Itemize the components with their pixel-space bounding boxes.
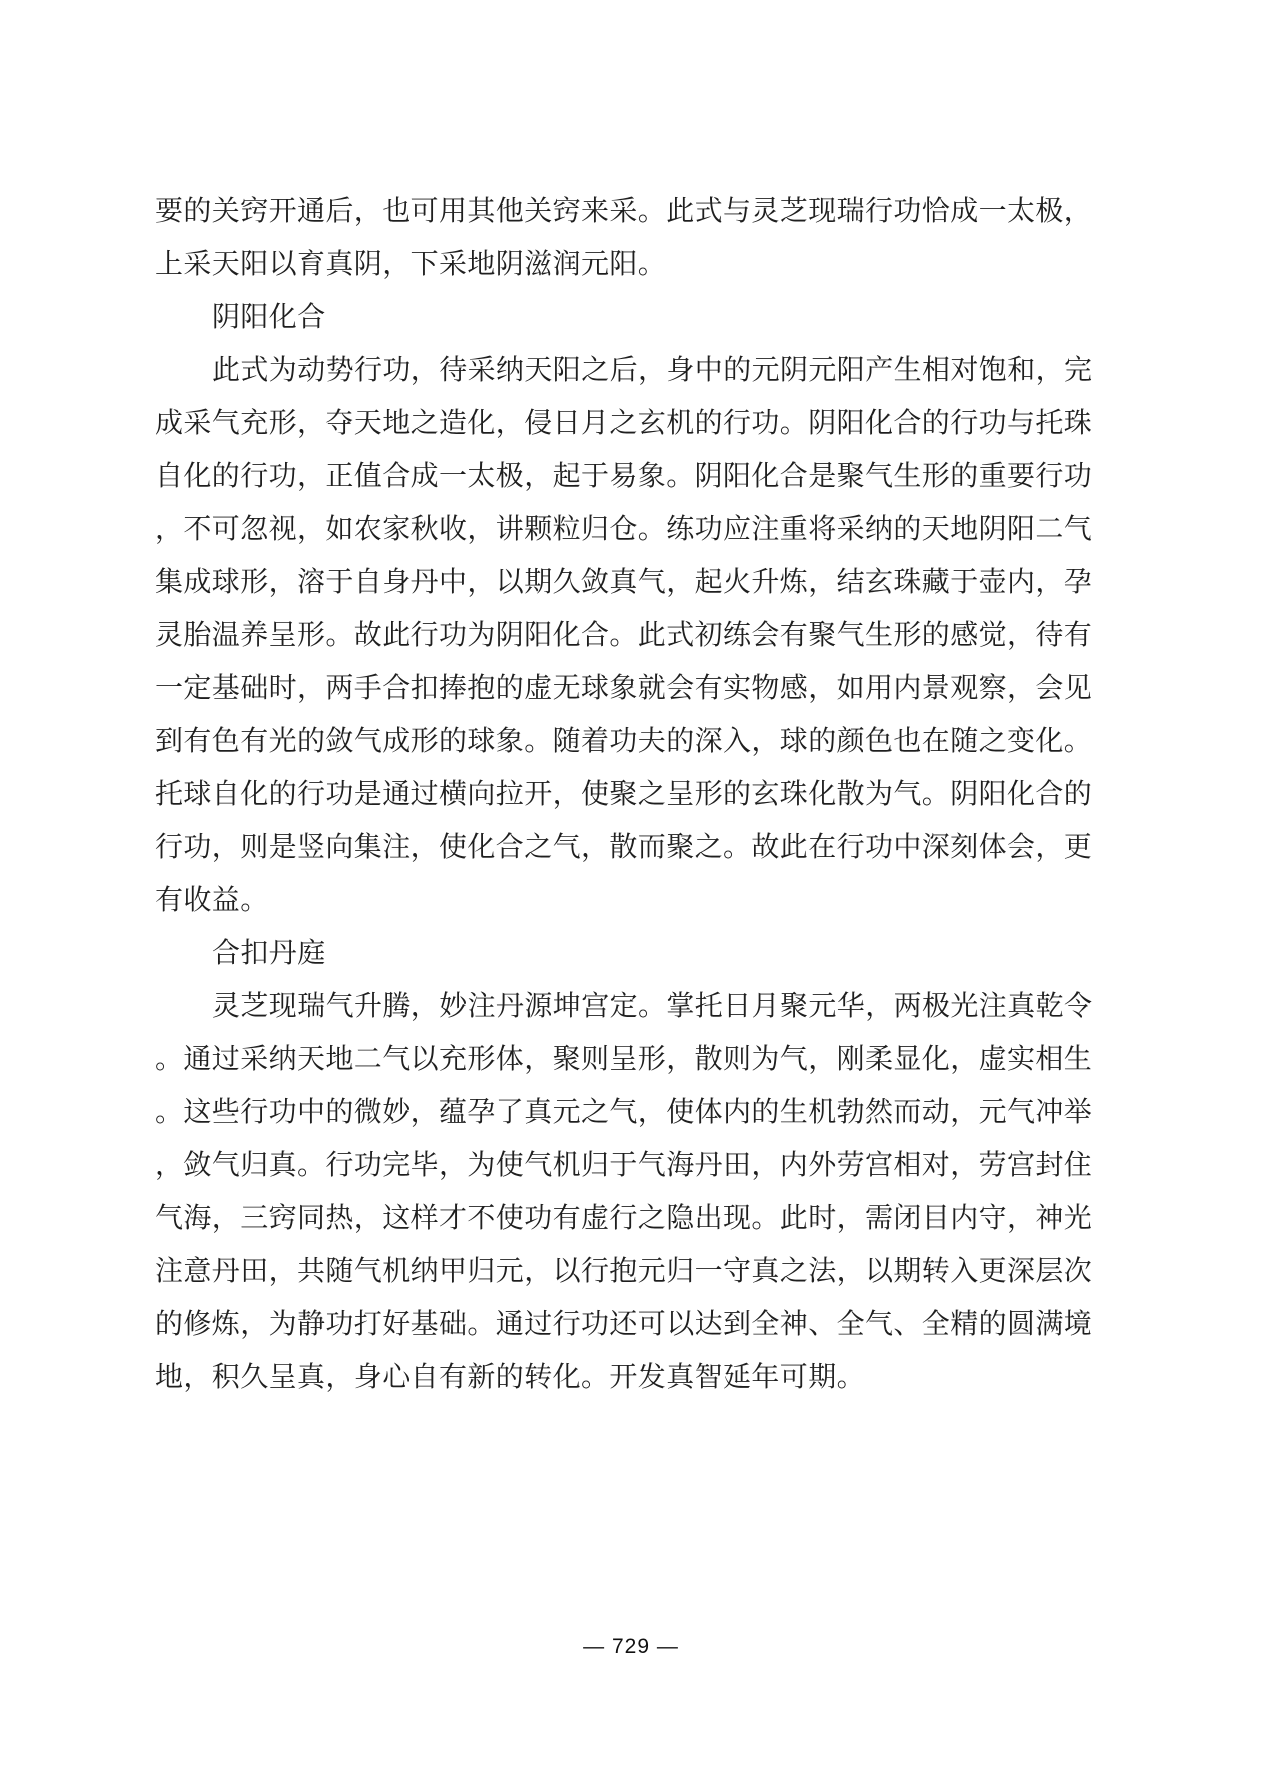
text-line: 一定基础时，两手合扣捧抱的虚无球象就会有实物感，如用内景观察，会见 bbox=[155, 673, 1093, 704]
text-line: 托球自化的行功是通过横向拉开，使聚之呈形的玄珠化散为气。阴阳化合的 bbox=[155, 779, 1093, 810]
text-line: 气海，三窍同热，这样才不使功有虚行之隐出现。此时，需闭目内守，神光 bbox=[155, 1203, 1093, 1234]
section-heading: 阴阳化合 bbox=[212, 302, 326, 333]
text-line: 上采天阳以育真阴，下采地阴滋润元阳。 bbox=[155, 249, 667, 280]
page-number: — 729 — bbox=[583, 1635, 679, 1658]
text-line: ，不可忽视，如农家秋收，讲颗粒归仓。练功应注重将采纳的天地阴阳二气 bbox=[155, 514, 1093, 545]
text-line: 注意丹田，共随气机纳甲归元，以行抱元归一守真之法，以期转入更深层次 bbox=[155, 1256, 1093, 1287]
body-text bbox=[155, 185, 1093, 1404]
text-line: 的修炼，为静功打好基础。通过行功还可以达到全神、全气、全精的圆满境 bbox=[155, 1309, 1093, 1340]
text-line: ，敛气归真。行功完毕，为使气机归于气海丹田，内外劳宫相对，劳宫封住 bbox=[155, 1150, 1093, 1181]
text-line: 灵芝现瑞气升腾，妙注丹源坤宫定。掌托日月聚元华，两极光注真乾令 bbox=[212, 991, 1093, 1022]
text-line: 自化的行功，正值合成一太极，起于易象。阴阳化合是聚气生形的重要行功 bbox=[155, 461, 1093, 492]
page-footer bbox=[0, 1634, 1262, 1660]
text-line: 到有色有光的敛气成形的球象。随着功夫的深入，球的颜色也在随之变化。 bbox=[155, 726, 1093, 757]
text-line: 。这些行功中的微妙，蕴孕了真元之气，使体内的生机勃然而动，元气冲举 bbox=[155, 1097, 1093, 1128]
text-line: 要的关窍开通后，也可用其他关窍来采。此式与灵芝现瑞行功恰成一太极， bbox=[155, 196, 1093, 227]
text-line: 灵胎温养呈形。故此行功为阴阳化合。此式初练会有聚气生形的感觉，待有 bbox=[155, 620, 1093, 651]
text-line: 成采气充形，夺天地之造化，侵日月之玄机的行功。阴阳化合的行功与托珠 bbox=[155, 408, 1093, 439]
text-line: 此式为动势行功，待采纳天阳之后，身中的元阴元阳产生相对饱和，完 bbox=[212, 355, 1093, 386]
text-line: 行功，则是竖向集注，使化合之气，散而聚之。故此在行功中深刻体会，更 bbox=[155, 832, 1093, 863]
text-line: 集成球形，溶于自身丹中，以期久敛真气，起火升炼，结玄珠藏于壶内，孕 bbox=[155, 567, 1093, 598]
section-heading: 合扣丹庭 bbox=[212, 938, 326, 969]
text-line: 地，积久呈真，身心自有新的转化。开发真智延年可期。 bbox=[155, 1362, 866, 1393]
text-line: 有收益。 bbox=[155, 885, 269, 916]
text-line: 。通过采纳天地二气以充形体，聚则呈形，散则为气，刚柔显化，虚实相生 bbox=[155, 1044, 1093, 1075]
